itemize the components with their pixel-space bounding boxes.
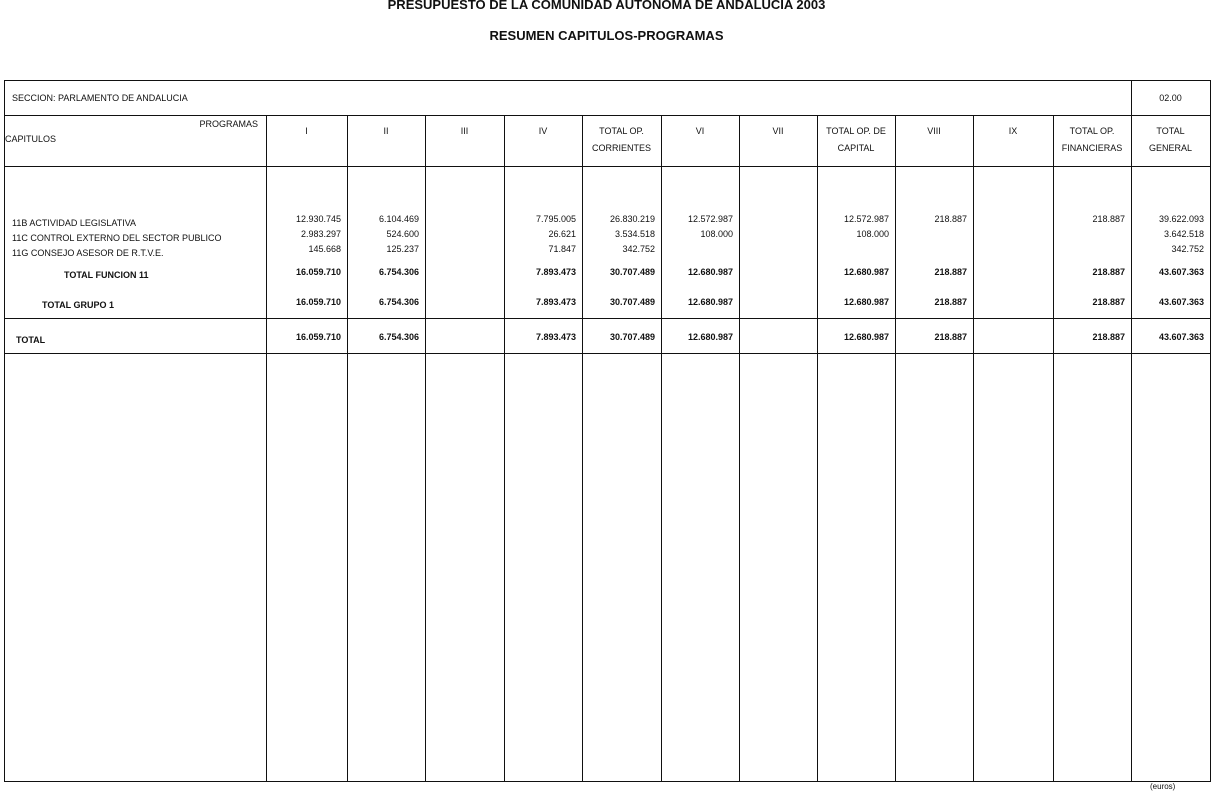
table-cell: 125.237 [386, 244, 419, 254]
total-separator-top [4, 318, 1211, 319]
column-header: IV [538, 126, 548, 136]
column-header: VII [772, 126, 784, 136]
column-header: VIII [927, 126, 941, 136]
table-cell: 218.887 [1092, 267, 1125, 277]
column-divider [739, 115, 740, 781]
column-header: TOTAL OP. [1069, 126, 1115, 136]
table-border-top [4, 80, 1211, 81]
header-capitulos: CAPITULOS [5, 134, 57, 144]
table-cell: 218.887 [1092, 332, 1125, 342]
column-header: TOTAL OP. DE [826, 126, 886, 136]
table-cell: 218.887 [934, 214, 967, 224]
table-cell: 16.059.710 [295, 267, 341, 277]
table-cell: 2.983.297 [300, 229, 341, 239]
table-cell: 12.680.987 [687, 267, 733, 277]
table-cell: 12.680.987 [687, 297, 733, 307]
page-title: PRESUPUESTO DE LA COMUNIDAD AUTONOMA DE ANDALUCIA 2003 [387, 0, 826, 12]
table-cell: 6.754.306 [378, 297, 419, 307]
row-label: 11G CONSEJO ASESOR DE R.T.V.E. [12, 248, 164, 258]
row-label: TOTAL FUNCION 11 [64, 270, 149, 280]
table-cell: 26.621 [548, 229, 576, 239]
table-cell: 218.887 [934, 297, 967, 307]
row-label: TOTAL GRUPO 1 [42, 300, 115, 310]
table-cell: 218.887 [1092, 214, 1125, 224]
table-cell: 30.707.489 [609, 267, 655, 277]
table-cell: 12.680.987 [843, 297, 889, 307]
table-cell: 12.930.745 [295, 214, 341, 224]
table-cell: 12.680.987 [843, 332, 889, 342]
column-header: TOTAL [1156, 126, 1185, 136]
table-cell: 12.572.987 [687, 214, 733, 224]
table-cell: 71.847 [548, 244, 576, 254]
table-cell: 7.795.005 [535, 214, 576, 224]
column-header: II [383, 126, 389, 136]
row-label: TOTAL [16, 335, 46, 345]
table-cell: 16.059.710 [295, 297, 341, 307]
table-cell: 342.752 [1171, 244, 1204, 254]
table-cell: 43.607.363 [1158, 297, 1204, 307]
table-cell: 30.707.489 [609, 332, 655, 342]
table-cell: 524.600 [386, 229, 419, 239]
column-header: I [305, 126, 308, 136]
table-cell: 218.887 [934, 267, 967, 277]
column-divider [973, 115, 974, 781]
table-cell: 218.887 [934, 332, 967, 342]
table-cell: 16.059.710 [295, 332, 341, 342]
column-header: VI [695, 126, 705, 136]
column-header: IX [1008, 126, 1018, 136]
table-cell: 108.000 [700, 229, 733, 239]
table-cell: 3.534.518 [614, 229, 655, 239]
table-cell: 43.607.363 [1158, 332, 1204, 342]
column-header-line2: GENERAL [1148, 143, 1192, 153]
row-label: 11C CONTROL EXTERNO DEL SECTOR PUBLICO [12, 233, 222, 243]
header-programas: PROGRAMAS [199, 119, 258, 129]
total-separator-bottom [4, 353, 1211, 354]
table-cell: 7.893.473 [535, 332, 576, 342]
column-header: TOTAL OP. [599, 126, 644, 136]
header-separator [4, 166, 1211, 167]
table-cell: 6.104.469 [378, 214, 419, 224]
table-cell: 6.754.306 [378, 332, 419, 342]
table-cell: 43.607.363 [1158, 267, 1204, 277]
table-cell: 30.707.489 [609, 297, 655, 307]
table-cell: 218.887 [1092, 297, 1125, 307]
table-cell: 3.642.518 [1163, 229, 1204, 239]
table-border-right [1210, 80, 1211, 782]
column-header-line2: CORRIENTES [591, 143, 651, 153]
table-cell: 12.680.987 [687, 332, 733, 342]
table-border-bottom [4, 781, 1211, 782]
table-border-left [4, 80, 5, 782]
column-header-line2: FINANCIERAS [1061, 143, 1123, 153]
column-header: III [460, 126, 469, 136]
table-cell: 108.000 [856, 229, 889, 239]
table-cell: 39.622.093 [1158, 214, 1204, 224]
table-cell: 145.668 [308, 244, 341, 254]
column-divider [425, 115, 426, 781]
table-cell: 342.752 [622, 244, 655, 254]
page-subtitle: RESUMEN CAPITULOS-PROGRAMAS [489, 28, 724, 43]
column-header-line2: CAPITAL [837, 143, 875, 153]
row-label: 11B ACTIVIDAD LEGISLATIVA [12, 218, 137, 228]
table-cell: 26.830.219 [609, 214, 655, 224]
table-cell: 7.893.473 [535, 267, 576, 277]
section-label: SECCION: PARLAMENTO DE ANDALUCIA [12, 93, 188, 103]
table-cell: 12.572.987 [843, 214, 889, 224]
section-code: 02.00 [1159, 93, 1182, 103]
section-separator [4, 115, 1211, 116]
units-note: (euros) [1150, 782, 1176, 791]
table-cell: 7.893.473 [535, 297, 576, 307]
table-cell: 6.754.306 [378, 267, 419, 277]
table-cell: 12.680.987 [843, 267, 889, 277]
